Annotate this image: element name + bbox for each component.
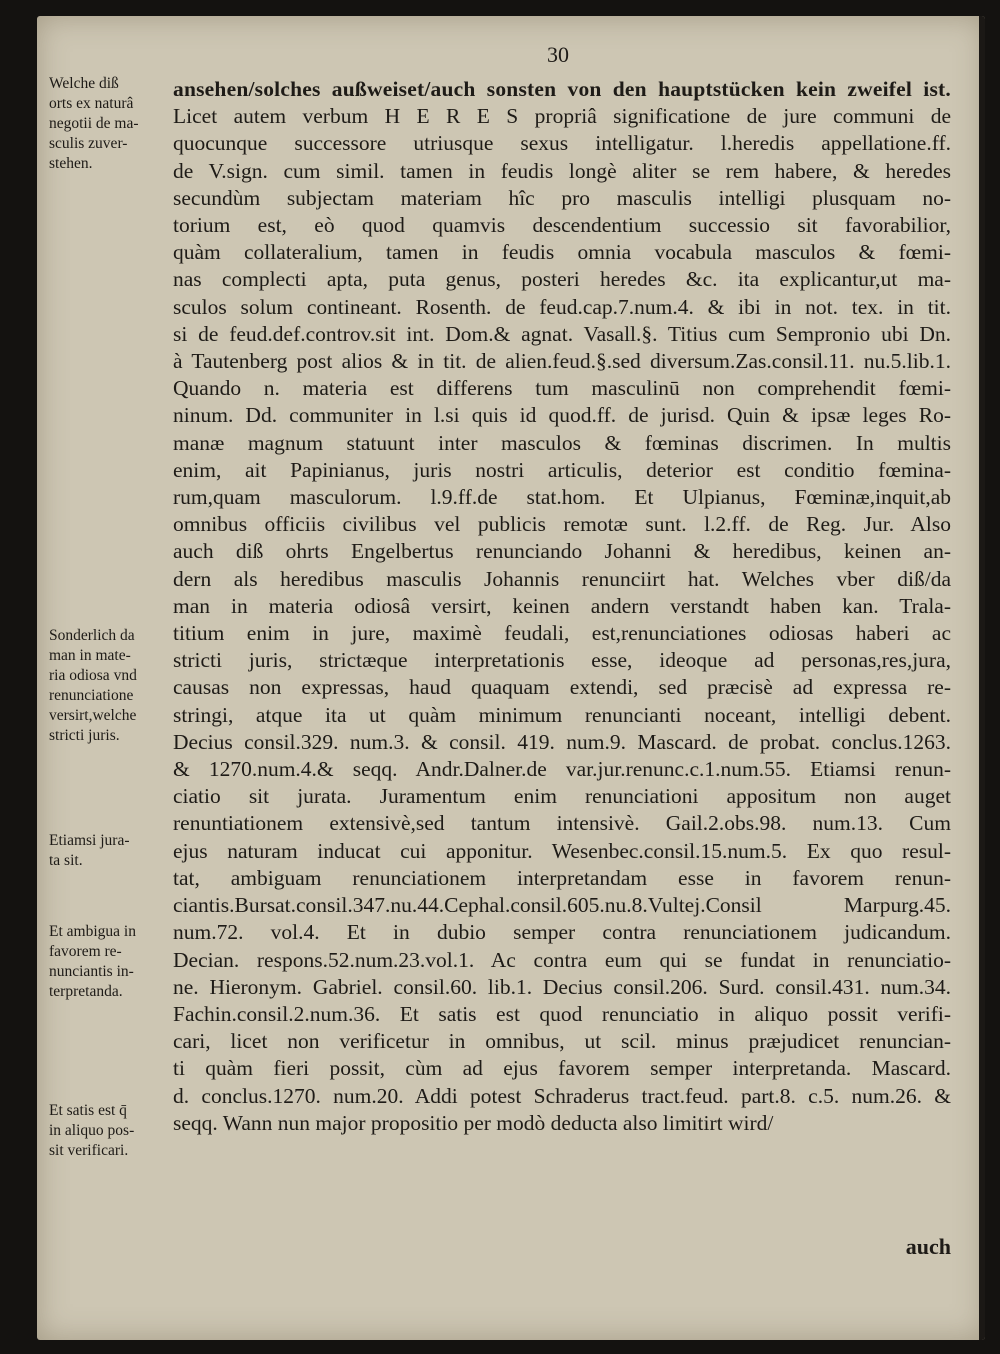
text-line: ansehen/solches außweiset/auch sonsten von den hauptstücken kein zweifel ist. xyxy=(173,77,951,101)
margin-note-line: Sonderlich da xyxy=(49,627,135,644)
margin-note-line: stehen. xyxy=(49,155,93,172)
margin-note-line: Et ambigua in xyxy=(49,923,136,940)
text-line: titium enim in jure, maximè feudali, est,renunciationes odiosas haberi ac xyxy=(173,621,951,646)
text-line: Licet autem verbum H E R E S propriâ significatione de jure communi de xyxy=(173,104,951,129)
margin-note-line: ria odiosa vnd xyxy=(49,667,137,684)
text-line: si de feud.def.controv.sit int. Dom.& agnat. Vasall.§. Titius cum Sempronio ubi Dn. xyxy=(173,321,951,346)
text-line: seqq. Wann nun major propositio per modò deducta also limitirt wird/ xyxy=(173,1110,774,1135)
text-line: ciantis.Bursat.consil.347.nu.44.Cephal.consil.605.nu.8.Vultej.Consil Marpurg.45. xyxy=(173,893,951,918)
text-line: stringi, atque ita ut quàm minimum renuncianti noceant, intelligi debent. xyxy=(173,702,951,727)
text-line: & 1270.num.4.& seqq. Andr.Dalner.de var.jur.renunc.c.1.num.55. Etiamsi renun- xyxy=(173,757,951,782)
margin-note-4 xyxy=(49,922,169,1002)
margin-note-3 xyxy=(49,831,169,871)
text-line: Decian. respons.52.num.23.vol.1. Ac contra eum qui se fundat in renunciatio- xyxy=(173,947,951,972)
main-text-block xyxy=(173,76,951,1137)
margin-note-line: man in mate- xyxy=(49,647,131,664)
text-line: ti quàm fieri possit, cùm ad ejus favorem semper interpretanda. Mascard. xyxy=(173,1056,951,1081)
text-line: ciatio sit jurata. Juramentum enim renunciationi appositum non auget xyxy=(173,784,951,809)
text-line: cari, licet non verificetur in omnibus, ut scil. minus præjudicet renuncian- xyxy=(173,1029,951,1054)
text-line: Decius consil.329. num.3. & consil. 419. num.9. Mascard. de probat. conclus.1263. xyxy=(173,729,951,754)
text-line: Quando n. materia est differens tum masculinū non comprehendit fœmi- xyxy=(173,376,951,401)
text-line: rum,quam masculorum. l.9.ff.de stat.hom. Et Ulpianus, Fœminæ,inquit,ab xyxy=(173,485,951,510)
margin-note-line: renunciatione xyxy=(49,687,134,704)
text-line: ninum. Dd. communiter in l.si quis id quod.ff. de jurisd. Quin & ipsæ leges Ro- xyxy=(173,403,951,428)
margin-note-2 xyxy=(49,626,169,746)
margin-note-line: Et satis est q̄ xyxy=(49,1102,127,1119)
margin-note-line: stricti juris. xyxy=(49,727,120,744)
text-line: num.72. vol.4. Et in dubio semper contra renunciationem judicandum. xyxy=(173,920,951,945)
text-line: torium est, eò quod quamvis descendentium successio sit favorabilior, xyxy=(173,213,951,238)
text-line: omnibus officiis civilibus vel publicis remotæ sunt. l.2.ff. de Reg. Jur. Also xyxy=(173,512,951,537)
margin-note-line: orts ex naturâ xyxy=(49,95,134,112)
text-line: ne. Hieronym. Gabriel. consil.60. lib.1. Decius consil.206. Surd. consil.431. num.34. xyxy=(173,974,951,999)
margin-note-line: favorem re- xyxy=(49,943,122,960)
text-line: auch diß ohrts Engelbertus renunciando Johanni & heredibus, keinen an- xyxy=(173,539,951,564)
text-line: Fachin.consil.2.num.36. Et satis est quod renunciatio in aliquo possit verifi- xyxy=(173,1001,951,1026)
margin-note-line: terpretanda. xyxy=(49,983,123,1000)
margin-note-line: Etiamsi jura- xyxy=(49,832,130,849)
text-line: de V.sign. cum simil. tamen in feudis longè aliter se rem habere, & heredes xyxy=(173,158,951,183)
text-line: manæ magnum statuunt inter masculos & fœminas discrimen. In multis xyxy=(173,430,951,455)
text-line: tat, ambiguam renunciationem interpretandam esse in favorem renun- xyxy=(173,865,951,890)
margin-note-line: versirt,welche xyxy=(49,707,137,724)
text-line: d. conclus.1270. num.20. Addi potest Schraderus tract.feud. part.8. c.5. num.26. & xyxy=(173,1083,951,1108)
text-line: secundùm subjectam materiam hîc pro masculis intelligi plusquam no- xyxy=(173,185,951,210)
text-line: dern als heredibus masculis Johannis renunciirt hat. Welches vber diß/da xyxy=(173,566,951,591)
text-line: quàm collateralium, tamen in feudis omnia vocabula masculos & fœmi- xyxy=(173,240,951,265)
book-page xyxy=(37,16,985,1340)
text-line: à Tautenberg post alios & in tit. de alien.feud.§.sed diversum.Zas.consil.11. nu.5.lib.1. xyxy=(173,349,951,374)
text-line: ejus naturam inducat cui apponitur. Wesenbec.consil.15.num.5. Ex quo resul- xyxy=(173,838,951,863)
text-line: causas non expressas, haud quaquam extendi, sed præcisè ad expressa re- xyxy=(173,675,951,700)
text-line: man in materia odiosâ versirt, keinen andern verstandt haben kan. Trala- xyxy=(173,593,951,618)
margin-note-line: sit verificari. xyxy=(49,1142,129,1159)
text-line: quocunque successore utriusque sexus intelligatur. l.heredis appellatione.ff. xyxy=(173,131,951,156)
catchword: auch xyxy=(905,1234,951,1259)
margin-note-line: sculis zuver- xyxy=(49,135,128,152)
margin-note-5 xyxy=(49,1101,169,1161)
margin-note-line: negotii de ma- xyxy=(49,115,139,132)
margin-note-line: nunciantis in- xyxy=(49,963,134,980)
margin-note-line: in aliquo pos- xyxy=(49,1122,135,1139)
page-number: 30 xyxy=(547,42,569,67)
text-line: nas complecti apta, puta genus, posteri heredes &c. ita explicantur,ut ma- xyxy=(173,267,951,292)
page-gutter-shadow xyxy=(979,16,985,1340)
text-line: renuntiationem extensivè,sed tantum intensivè. Gail.2.obs.98. num.13. Cum xyxy=(173,811,951,836)
margin-note-1 xyxy=(49,74,169,174)
margin-note-line: Welche diß xyxy=(49,75,119,92)
text-line: stricti juris, strictæque interpretationis esse, ideoque ad personas,res,jura, xyxy=(173,648,951,673)
text-line: sculos solum contineant. Rosenth. de feud.cap.7.num.4. & ibi in not. tex. in tit. xyxy=(173,294,951,319)
margin-note-line: ta sit. xyxy=(49,852,83,869)
text-line: enim, ait Papinianus, juris nostri articulis, deterior est conditio fœmina- xyxy=(173,457,951,482)
